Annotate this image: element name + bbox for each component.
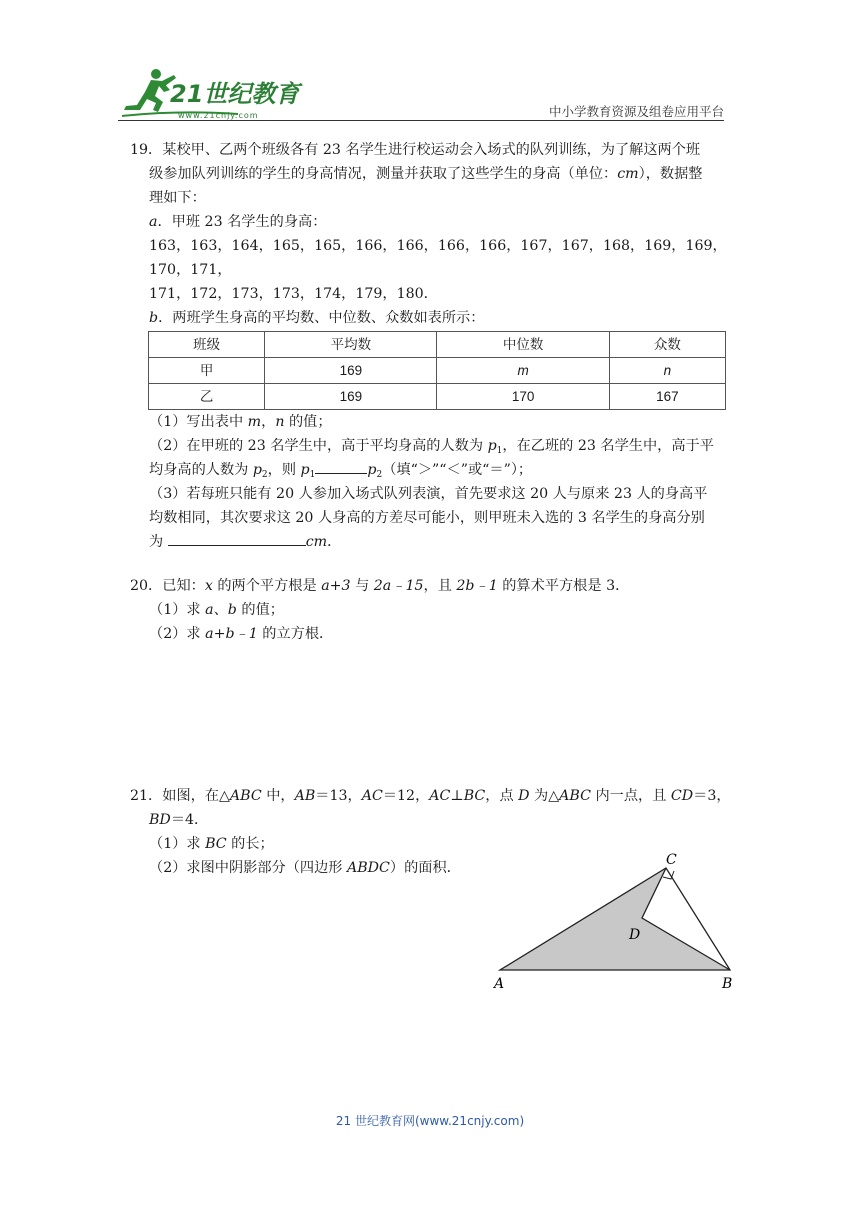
- question-20: [130, 574, 740, 646]
- seg-ab: AB: [294, 788, 316, 804]
- q19-sub2-d: ，则: [267, 462, 301, 478]
- logo-icon: [118, 66, 308, 122]
- page-footer[interactable]: 21 世纪教育网(www.21cnjy.com): [335, 1114, 525, 1128]
- table-cell: 169: [265, 358, 437, 384]
- unit-cm-2: cm: [305, 534, 328, 550]
- q19-sub3-cont: 均数相同，其次要求这 20 人身高的方差尽可能小，则甲班未入选的 3 名学生的身高分别: [149, 510, 705, 526]
- q21-number: 21．: [130, 788, 163, 804]
- q21-text-5: ，点: [485, 788, 519, 804]
- q19-heights-line1: 163，163，164，165，165，166，166，166，166，167，167，168，169，169，170，171，: [149, 238, 727, 278]
- var-p1: p: [487, 438, 497, 454]
- logo-url: www.21cnjy.com: [178, 111, 259, 120]
- q19-sub1-a: （1）写出表中: [149, 414, 248, 430]
- q19-a-text: ．甲班 23 名学生的身高：: [157, 214, 327, 230]
- q19-number: 19．: [130, 142, 163, 158]
- table-cell: [437, 358, 609, 384]
- q21-sub1-a: （1）求: [149, 836, 206, 852]
- seg-ac-2: AC: [429, 788, 451, 804]
- q21-stem-cont: [130, 808, 740, 832]
- var-m: m: [247, 414, 262, 430]
- table-header-cell: 班级: [149, 332, 265, 358]
- table-cell: 甲: [149, 358, 265, 384]
- var-p2: p: [252, 462, 262, 478]
- table-cell: 167: [609, 384, 725, 410]
- q20-text-a: 已知：: [162, 578, 205, 594]
- header-divider: [118, 120, 724, 121]
- q19-sub2: [130, 434, 740, 458]
- point-d: D: [518, 788, 530, 804]
- q21-text-6: 为△: [529, 788, 560, 804]
- q19-sub3: （3）若每班只能有 20 人参加入场式队列表演，首先要求这 20 人与原来 23 人的身高平: [149, 486, 708, 502]
- q19-line2-text: 级参加队列训练的学生的身高情况，测量并获取了这些学生的身高（单位：: [149, 166, 618, 182]
- expr-a-plus-b-minus-1: a+b﹣1: [205, 626, 258, 642]
- table-header-row: [149, 332, 726, 358]
- label-b: b: [149, 310, 159, 326]
- triangle-figure: [490, 848, 740, 993]
- q19-sub2-a: （2）在甲班的 23 名学生中，高于平均身高的人数为: [149, 438, 488, 454]
- q21-text-7: 内一点，且: [590, 788, 671, 804]
- q20-text-e: 的算术平方根是 3．: [497, 578, 630, 594]
- table-cell: 169: [265, 384, 437, 410]
- seg-cd: CD: [670, 788, 694, 804]
- q19-sub3-period: ．: [327, 534, 342, 550]
- q21-sub2-a: （2）求图中阴影部分（四边形: [149, 860, 347, 876]
- q20-number: 20．: [130, 578, 163, 594]
- table-row: [149, 384, 726, 410]
- expr-2a-minus-15: 2a﹣15: [373, 578, 424, 594]
- var-p2-compare: p: [367, 462, 377, 478]
- label-B: B: [722, 976, 733, 992]
- q21-text-4: ＝12，: [382, 788, 430, 804]
- q19-sub2-cont: [130, 458, 740, 482]
- seg-bc-2: BC: [205, 836, 227, 852]
- table-row: [149, 358, 726, 384]
- q20-text-c: 与: [350, 578, 374, 594]
- perp-symbol: ⊥: [450, 788, 464, 804]
- var-x: x: [204, 578, 213, 594]
- page-content: [130, 138, 740, 876]
- expr-a-plus-3: a+3: [321, 578, 351, 594]
- q20-sub1: [130, 598, 740, 622]
- q20-sub1-sep: 、: [213, 602, 228, 618]
- platform-name: 中小学教育资源及组卷应用平台: [548, 104, 724, 119]
- subscript-2-compare: 2: [376, 470, 383, 480]
- q19-sub2-c: 均身高的人数为: [149, 462, 253, 478]
- table-cell: 乙: [149, 384, 265, 410]
- q19-line2: [130, 162, 740, 186]
- q19-part-a: [130, 210, 740, 234]
- q21-sub2-b: ）的面积．: [389, 860, 461, 876]
- q21-sub1-b: 的长；: [226, 836, 274, 852]
- question-19: [130, 138, 740, 554]
- q21-text-2: 中，: [261, 788, 295, 804]
- q21-stem: [130, 784, 740, 808]
- var-n: n: [275, 414, 285, 430]
- q21-text-9: ＝4．: [170, 812, 209, 828]
- table-cell-var-n: n: [663, 362, 672, 378]
- q19-b-text: ．两班学生身高的平均数、中位数、众数如表所示：: [158, 310, 485, 326]
- q20-sub1-b: 的值；: [236, 602, 284, 618]
- table-header-cell: 中位数: [437, 332, 609, 358]
- subscript-1: 1: [496, 446, 503, 456]
- q20-stem: [130, 574, 740, 598]
- q21-text-1: 如图，在△: [162, 788, 230, 804]
- q20-sub1-a: （1）求: [149, 602, 206, 618]
- q19-sub3-end: [130, 530, 740, 554]
- q19-sub1-sep: ，: [261, 414, 276, 430]
- q19-line3: 理如下：: [149, 190, 206, 206]
- q20-text-b: 的两个平方根是: [212, 578, 322, 594]
- logo-text: 21世纪教育: [170, 80, 300, 108]
- var-b: b: [227, 602, 237, 618]
- var-p1-compare: p: [300, 462, 310, 478]
- q19-heights-line2: 171，172，173，173，174，179，180．: [149, 286, 438, 302]
- label-a: a: [149, 214, 158, 230]
- label-A: A: [494, 976, 505, 992]
- var-a: a: [205, 602, 214, 618]
- q19-sub2-e: （填“＞”“＜”或“＝”）；: [382, 462, 533, 478]
- answer-blank-heights[interactable]: [168, 531, 306, 546]
- quad-abdc: ABDC: [346, 860, 390, 876]
- q21-text-8: ＝3，: [693, 788, 731, 804]
- expr-2b-minus-1: 2b﹣1: [456, 578, 498, 594]
- q20-text-d: ，且: [423, 578, 457, 594]
- subscript-1-compare: 1: [309, 470, 316, 480]
- table-cell: [609, 358, 725, 384]
- subscript-2: 2: [261, 470, 268, 480]
- q19-sub2-b: ，在乙班的 23 名学生中，高于平: [502, 438, 714, 454]
- seg-ac: AC: [361, 788, 383, 804]
- label-D: D: [629, 927, 641, 943]
- q19-sub1-b: 的值；: [284, 414, 332, 430]
- q20-sub2: [130, 622, 740, 646]
- seg-bc: BC: [463, 788, 486, 804]
- unit-cm: cm: [617, 166, 639, 182]
- q20-sub2-a: （2）求: [149, 626, 206, 642]
- q21-text-3: ＝13，: [315, 788, 362, 804]
- q19-sub1: [130, 410, 740, 434]
- label-C: C: [666, 852, 677, 868]
- triangle-abc: ABC: [229, 788, 262, 804]
- table-cell-var-m: m: [517, 362, 529, 378]
- q19-sub3-c: 为: [149, 534, 168, 550]
- q19-part-b: [130, 306, 740, 330]
- triangle-abc-2: ABC: [559, 788, 591, 804]
- q19-line1: 某校甲、乙两个班级各有 23 名学生进行校运动会入场式的队列训练，为了解这两个班: [162, 142, 701, 158]
- stats-table: [148, 331, 726, 410]
- q19-line2-end: ），数据整: [638, 166, 703, 182]
- shaded-quadrilateral: [500, 868, 730, 970]
- q19-stem: [130, 138, 740, 162]
- table-cell: 170: [437, 384, 609, 410]
- page-header: [118, 66, 724, 124]
- q20-sub2-b: 的立方根．: [257, 626, 334, 642]
- table-header-cell: 平均数: [265, 332, 437, 358]
- table-header-cell: 众数: [609, 332, 725, 358]
- seg-bd: BD: [149, 812, 171, 828]
- answer-blank-compare[interactable]: [315, 459, 367, 474]
